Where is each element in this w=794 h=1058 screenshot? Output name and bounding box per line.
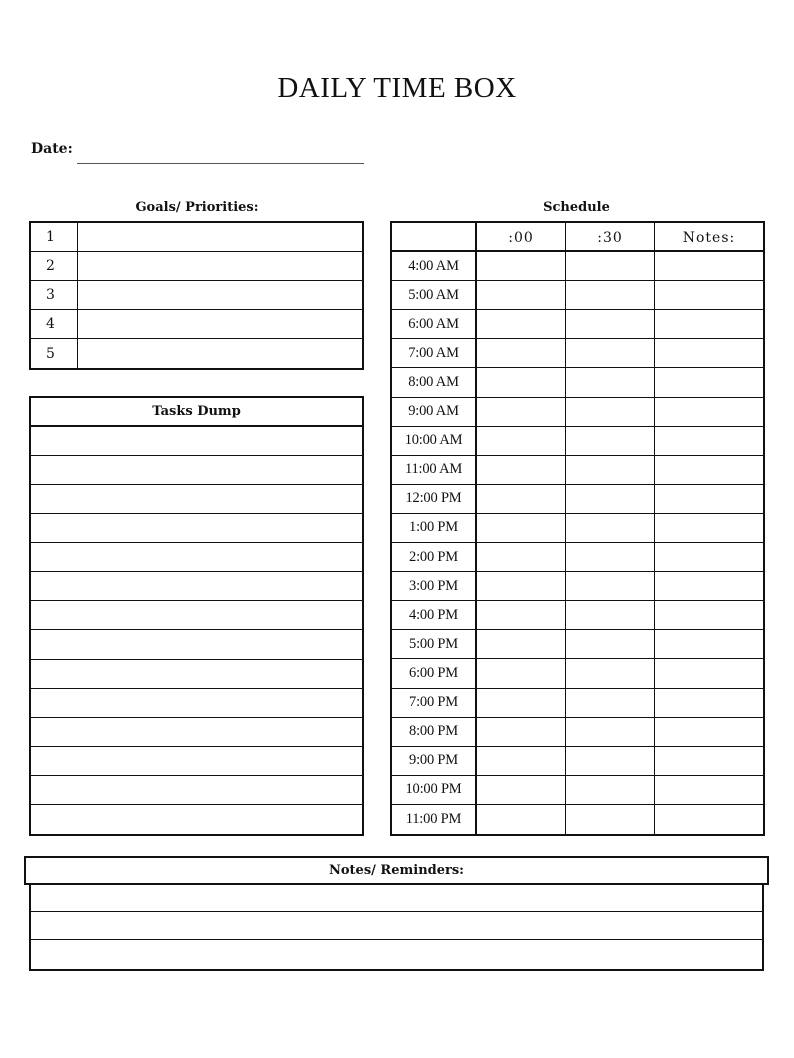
schedule-slot-cell[interactable] [566,718,655,747]
schedule-time-label: 3:00 PM [392,572,477,601]
schedule-slot-cell[interactable] [566,689,655,718]
schedule-notes-cell[interactable] [655,659,763,688]
schedule-time-label: 7:00 AM [392,339,477,368]
schedule-column-header: :00 [477,223,566,252]
notes-line[interactable] [31,940,762,969]
schedule-slot-cell[interactable] [477,427,566,456]
schedule-time-label: 4:00 AM [392,252,477,281]
goal-field[interactable] [78,281,362,310]
schedule-slot-cell[interactable] [477,252,566,281]
schedule-slot-cell[interactable] [477,543,566,572]
schedule-slot-cell[interactable] [566,339,655,368]
schedule-heading: Schedule [543,200,610,215]
goal-number: 5 [31,339,78,368]
schedule-slot-cell[interactable] [477,601,566,630]
schedule-notes-cell[interactable] [655,630,763,659]
schedule-slot-cell[interactable] [477,572,566,601]
schedule-time-label: 1:00 PM [392,514,477,543]
schedule-slot-cell[interactable] [477,630,566,659]
task-line[interactable] [31,660,362,689]
schedule-slot-cell[interactable] [566,805,655,834]
schedule-time-label: 8:00 PM [392,718,477,747]
task-line[interactable] [31,630,362,659]
schedule-time-label: 11:00 AM [392,456,477,485]
goal-field[interactable] [78,252,362,281]
notes-heading: Notes/ Reminders: [24,856,769,885]
schedule-slot-cell[interactable] [566,427,655,456]
schedule-time-label: 6:00 PM [392,659,477,688]
goals-table [29,221,364,370]
task-line[interactable] [31,689,362,718]
schedule-notes-cell[interactable] [655,339,763,368]
schedule-slot-cell[interactable] [566,572,655,601]
schedule-slot-cell[interactable] [566,485,655,514]
schedule-slot-cell[interactable] [566,456,655,485]
schedule-notes-cell[interactable] [655,281,763,310]
task-line[interactable] [31,427,362,456]
task-line[interactable] [31,456,362,485]
schedule-time-label: 12:00 PM [392,485,477,514]
notes-line[interactable] [31,883,762,912]
schedule-slot-cell[interactable] [477,368,566,397]
goal-number: 4 [31,310,78,339]
schedule-corner [392,223,477,252]
schedule-notes-cell[interactable] [655,514,763,543]
schedule-notes-cell[interactable] [655,368,763,397]
schedule-notes-cell[interactable] [655,572,763,601]
schedule-slot-cell[interactable] [477,776,566,805]
task-line[interactable] [31,485,362,514]
schedule-slot-cell[interactable] [566,514,655,543]
schedule-slot-cell[interactable] [566,252,655,281]
task-line[interactable] [31,747,362,776]
goal-number: 3 [31,281,78,310]
schedule-slot-cell[interactable] [477,805,566,834]
schedule-time-label: 10:00 AM [392,427,477,456]
schedule-notes-cell[interactable] [655,805,763,834]
task-line[interactable] [31,718,362,747]
page-title: DAILY TIME BOX [277,72,517,104]
task-line[interactable] [31,572,362,601]
schedule-slot-cell[interactable] [477,310,566,339]
schedule-notes-cell[interactable] [655,689,763,718]
schedule-notes-cell[interactable] [655,310,763,339]
goal-number: 1 [31,223,78,252]
schedule-time-label: 9:00 AM [392,398,477,427]
schedule-notes-cell[interactable] [655,485,763,514]
schedule-slot-cell[interactable] [566,398,655,427]
schedule-slot-cell[interactable] [566,659,655,688]
schedule-time-label: 10:00 PM [392,776,477,805]
goals-heading: Goals/ Priorities: [135,200,259,215]
schedule-slot-cell[interactable] [477,514,566,543]
schedule-notes-cell[interactable] [655,398,763,427]
task-line[interactable] [31,543,362,572]
schedule-slot-cell[interactable] [566,630,655,659]
schedule-time-label: 5:00 AM [392,281,477,310]
schedule-notes-cell[interactable] [655,776,763,805]
schedule-time-label: 9:00 PM [392,747,477,776]
notes-table [29,883,764,971]
schedule-slot-cell[interactable] [477,485,566,514]
schedule-slot-cell[interactable] [477,689,566,718]
schedule-slot-cell[interactable] [477,339,566,368]
schedule-time-label: 11:00 PM [392,805,477,834]
goal-field[interactable] [78,310,362,339]
schedule-notes-cell[interactable] [655,456,763,485]
schedule-time-label: 2:00 PM [392,543,477,572]
schedule-table [390,221,765,836]
schedule-notes-cell[interactable] [655,747,763,776]
schedule-slot-cell[interactable] [477,659,566,688]
schedule-slot-cell[interactable] [566,776,655,805]
date-label: Date: [31,141,73,157]
notes-line[interactable] [31,912,762,941]
schedule-column-header: :30 [566,223,655,252]
schedule-notes-cell[interactable] [655,427,763,456]
date-field[interactable] [77,163,364,164]
schedule-slot-cell[interactable] [477,281,566,310]
goal-number: 2 [31,252,78,281]
schedule-slot-cell[interactable] [477,747,566,776]
schedule-slot-cell[interactable] [477,456,566,485]
schedule-time-label: 5:00 PM [392,630,477,659]
schedule-time-label: 7:00 PM [392,689,477,718]
goal-field[interactable] [78,223,362,252]
goal-field[interactable] [78,339,362,368]
schedule-time-label: 8:00 AM [392,368,477,397]
schedule-column-header: Notes: [655,223,763,252]
schedule-slot-cell[interactable] [566,310,655,339]
schedule-slot-cell[interactable] [566,543,655,572]
task-line[interactable] [31,514,362,543]
schedule-time-label: 4:00 PM [392,601,477,630]
schedule-notes-cell[interactable] [655,718,763,747]
schedule-slot-cell[interactable] [477,398,566,427]
schedule-slot-cell[interactable] [566,601,655,630]
task-line[interactable] [31,776,362,805]
tasks-table [29,396,364,836]
tasks-heading: Tasks Dump [31,398,362,427]
schedule-notes-cell[interactable] [655,252,763,281]
schedule-time-label: 6:00 AM [392,310,477,339]
task-line[interactable] [31,805,362,834]
schedule-slot-cell[interactable] [477,718,566,747]
schedule-slot-cell[interactable] [566,368,655,397]
schedule-notes-cell[interactable] [655,543,763,572]
schedule-slot-cell[interactable] [566,747,655,776]
schedule-notes-cell[interactable] [655,601,763,630]
task-line[interactable] [31,601,362,630]
schedule-slot-cell[interactable] [566,281,655,310]
